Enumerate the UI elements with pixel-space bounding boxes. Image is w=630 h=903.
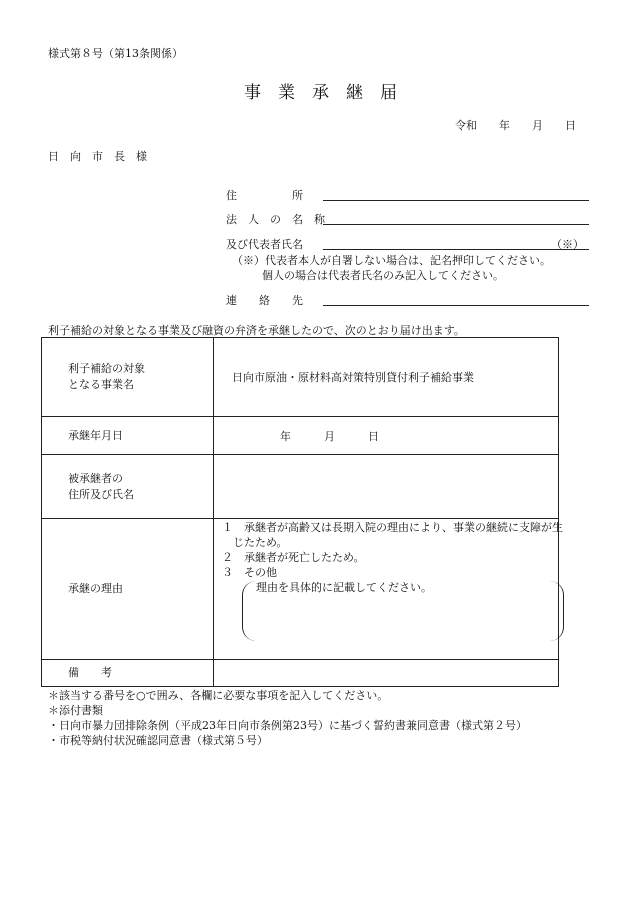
attachment-item-1: ・日向市暴力団排除条例（平成23年日向市条例第23号）に基づく誓約書兼同意書（様式第２号） — [48, 719, 527, 732]
reason-option-3[interactable]: ３ その他 — [222, 566, 277, 579]
business-name-label: 利子補給の対象 となる事業名 — [42, 338, 214, 417]
footer-note-1: ＊該当する番号を○で囲み、各欄に必要な事項を記入してください。 — [48, 689, 389, 702]
footer-note-2: ＊添付書類 — [48, 704, 103, 717]
signature-note-1: （※）代表者本人が自署しない場合は、記名押印してください。 — [232, 254, 551, 267]
table-row — [42, 660, 559, 687]
reason-label: 承継の理由 — [42, 519, 214, 660]
predecessor-label: 被承継者の 住所及び氏名 — [42, 455, 214, 519]
business-name-value: 日向市原油・原材料高対策特別貸付利子補給事業 — [214, 338, 559, 417]
company-name-label: 法 人 の 名 称 — [226, 213, 325, 226]
addressee: 日 向 市 長 様 — [48, 150, 147, 163]
reason-option-2[interactable]: ２ 承継者が死亡したため。 — [222, 551, 365, 564]
succession-date-label: 承継年月日 — [42, 417, 214, 455]
intro-text: 利子補給の対象となる事業及び融資の弁済を承継したので、次のとおり届け出ます。 — [48, 324, 465, 337]
seal-mark: （※） — [551, 238, 584, 251]
company-name-field[interactable] — [323, 224, 589, 225]
contact-label: 連 絡 先 — [226, 294, 303, 307]
representative-label: 及び代表者氏名 — [226, 238, 303, 251]
representative-field[interactable] — [323, 249, 589, 250]
address-label: 住 所 — [226, 189, 303, 202]
reason-option-1-cont: じたため。 — [233, 536, 288, 549]
form-number: 様式第８号（第13条関係） — [48, 47, 183, 60]
remarks-field[interactable] — [214, 660, 559, 687]
table-row — [42, 338, 559, 417]
table-row — [42, 519, 559, 660]
address-field[interactable] — [323, 200, 589, 201]
signature-note-2: 個人の場合は代表者氏名のみ記入してください。 — [262, 269, 504, 282]
remarks-label: 備 考 — [42, 660, 214, 687]
table-row — [42, 417, 559, 455]
table-row — [42, 455, 559, 519]
reason-option-1[interactable]: １ 承継者が高齢又は長期入院の理由により、事業の継続に支障が生 — [222, 521, 563, 534]
succession-table — [41, 337, 563, 687]
page-title: 事 業 承 継 届 — [244, 83, 397, 103]
date-field[interactable]: 令和 年 月 日 — [455, 119, 576, 132]
contact-field[interactable] — [323, 305, 589, 306]
reason-cell[interactable] — [214, 519, 563, 660]
predecessor-field[interactable] — [214, 455, 559, 519]
succession-date-field[interactable]: 年 月 日 — [214, 417, 559, 455]
attachment-item-2: ・市税等納付状況確認同意書（様式第５号） — [48, 734, 268, 747]
reason-detail-note: 理由を具体的に記載してください。 — [256, 581, 432, 594]
